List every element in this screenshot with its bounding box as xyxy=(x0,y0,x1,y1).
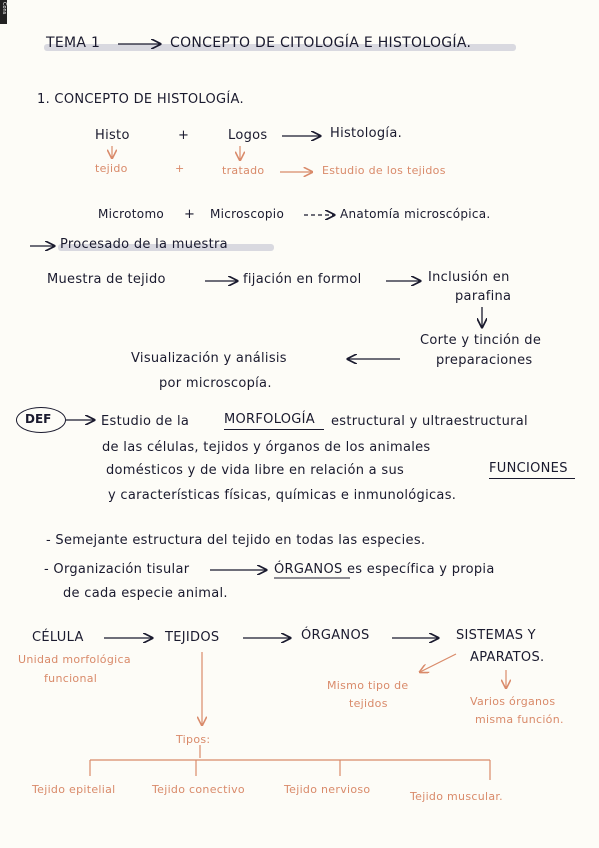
tipo-muscular: Tejido muscular. xyxy=(410,790,503,803)
margin-tab-label: Cons xyxy=(1,2,7,15)
bullet-especie: de cada especie animal. xyxy=(63,586,228,601)
sistemas-left-arrow xyxy=(420,654,456,672)
flow-visualizacion: Visualización y análisis xyxy=(131,351,287,366)
plus-sign: + xyxy=(178,128,190,143)
tipo-conectivo: Tejido conectivo xyxy=(152,783,245,796)
note-tipos: Tipos: xyxy=(176,733,211,746)
bullet-organizacion: - Organización tisular xyxy=(44,562,190,577)
flow-preparaciones: preparaciones xyxy=(436,353,533,368)
note-tejidos: tejidos xyxy=(349,697,388,710)
def-funciones: FUNCIONES xyxy=(489,461,568,476)
flow-inclusion: Inclusión en xyxy=(428,270,510,285)
section-heading: 1. CONCEPTO DE HISTOLOGÍA. xyxy=(37,92,244,107)
plus-sign-anatomy: + xyxy=(184,207,196,222)
page-title: CONCEPTO DE CITOLOGÍA E HISTOLOGÍA. xyxy=(170,35,472,51)
note-misma-funcion: misma función. xyxy=(475,713,564,726)
hier-celula: CÉLULA xyxy=(32,630,84,645)
tipo-nervioso: Tejido nervioso xyxy=(284,783,371,796)
flow-parafina: parafina xyxy=(455,289,512,304)
hier-sistemas: SISTEMAS Y xyxy=(456,628,536,643)
word-microtomo: Microtomo xyxy=(98,207,165,221)
word-anatomia: Anatomía microscópica. xyxy=(340,207,491,221)
def-morfologia: MORFOLOGÍA xyxy=(224,412,316,427)
bullet-semejante: - Semejante estructura del tejido en todas las especies. xyxy=(46,533,426,548)
flow-corte: Corte y tinción de xyxy=(420,333,542,348)
procesado-heading: Procesado de la muestra xyxy=(60,237,228,252)
flow-muestra: Muestra de tejido xyxy=(47,272,166,287)
meaning-tejido: tejido xyxy=(95,162,128,175)
hier-organos: ÓRGANOS xyxy=(301,628,370,643)
word-microscopio: Microscopio xyxy=(210,207,285,221)
word-histo: Histo xyxy=(95,128,130,143)
tipo-epitelial: Tejido epitelial xyxy=(32,783,116,796)
note-unidad: Unidad morfológica xyxy=(18,653,131,666)
plus-sign-meaning: + xyxy=(175,162,185,175)
def-line1-a: Estudio de la xyxy=(101,414,190,429)
note-mismo-tipo: Mismo tipo de xyxy=(327,679,409,692)
meaning-tratado: tratado xyxy=(222,164,265,177)
flow-fijacion: fijación en formol xyxy=(243,272,362,287)
def-line4: y características físicas, químicas e inmunológicas. xyxy=(108,488,457,503)
meaning-estudio: Estudio de los tejidos xyxy=(322,164,446,177)
word-logos: Logos xyxy=(228,128,268,143)
title-tema: TEMA 1 xyxy=(46,35,101,51)
note-varios: Varios órganos xyxy=(470,695,556,708)
hier-aparatos: APARATOS. xyxy=(470,650,545,665)
def-line1-c: estructural y ultraestructural xyxy=(331,414,528,429)
bullet-organos: ÓRGANOS es específica y propia xyxy=(274,562,495,577)
def-line3-a: domésticos y de vida libre en relación a sus xyxy=(106,463,405,478)
def-badge: DEF xyxy=(25,412,52,426)
def-line2: de las células, tejidos y órganos de los animales xyxy=(102,440,431,455)
hier-tejidos: TEJIDOS xyxy=(165,630,220,645)
word-histologia: Histología. xyxy=(330,126,403,141)
flow-microscopia: por microscopía. xyxy=(159,376,272,391)
note-funcional: funcional xyxy=(44,672,98,685)
